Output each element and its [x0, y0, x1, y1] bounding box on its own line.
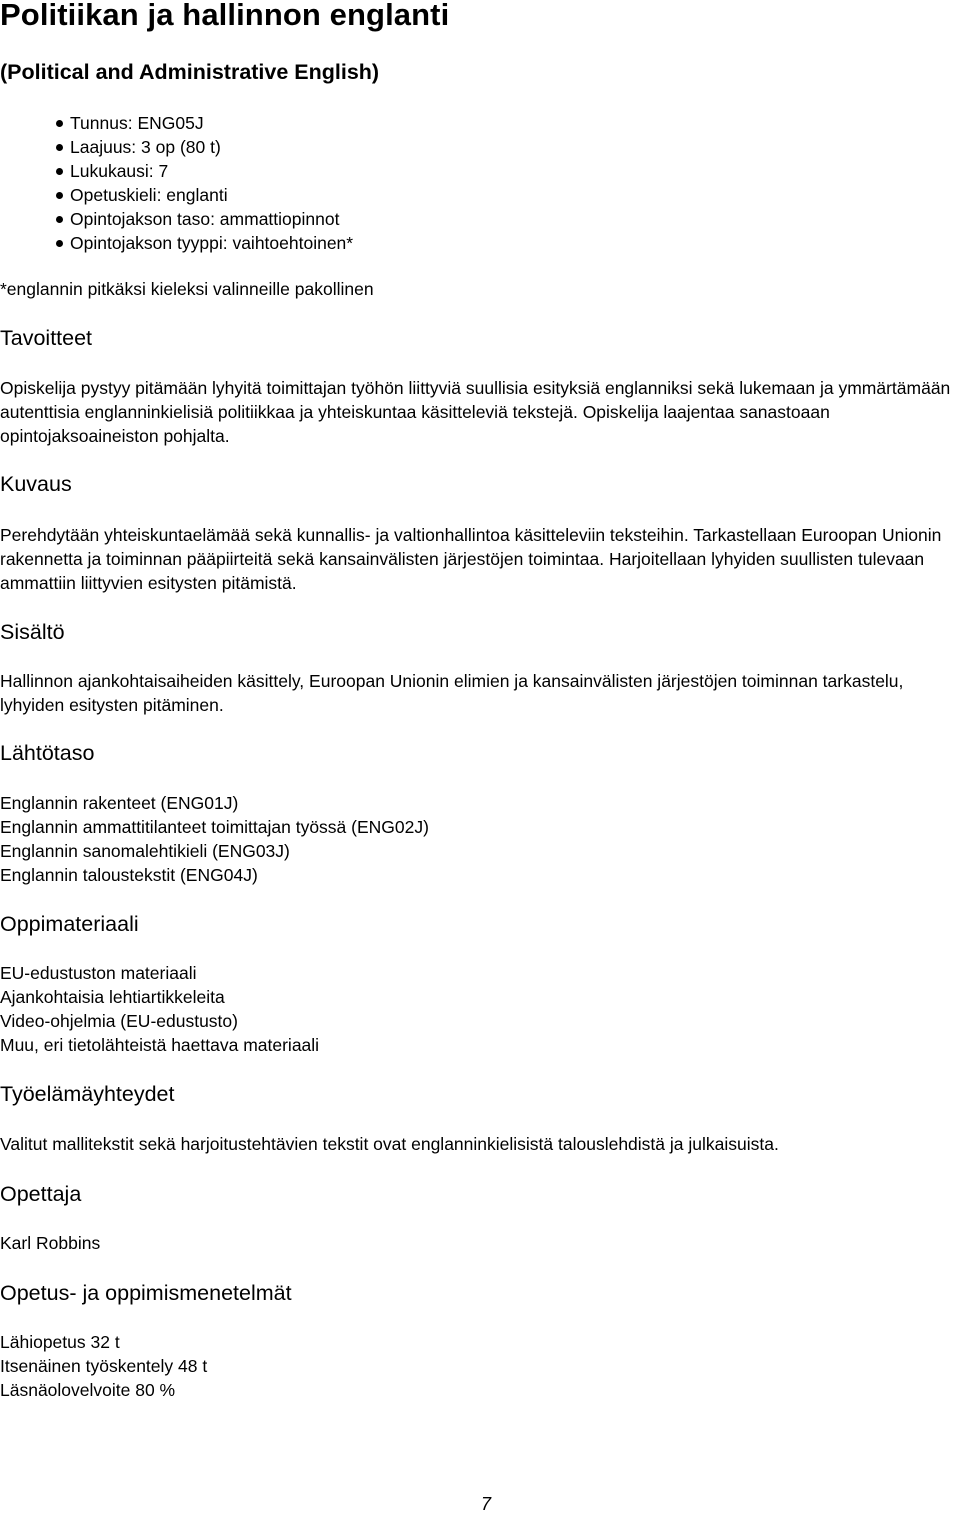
material-item: Ajankohtaisia lehtiartikkeleita	[0, 987, 225, 1007]
fact-level: Opintojakson taso: ammattiopinnot	[56, 207, 353, 231]
fact-code: Tunnus: ENG05J	[56, 111, 353, 135]
method-item: Lähiopetus 32 t	[0, 1332, 120, 1352]
section-heading-tavoitteet: Tavoitteet	[0, 326, 93, 350]
section-heading-lahtotaso: Lähtötaso	[0, 741, 95, 765]
prerequisite-item: Englannin rakenteet (ENG01J)	[0, 793, 239, 813]
material-item: EU-edustuston materiaali	[0, 963, 197, 983]
fact-type: Opintojakson tyyppi: vaihtoehtoinen*	[56, 231, 353, 255]
material-item: Muu, eri tietolähteistä haettava materiaali	[0, 1035, 320, 1055]
prerequisite-item: Englannin ammattitilanteet toimittajan työssä (ENG02J)	[0, 817, 429, 837]
prerequisite-item: Englannin sanomalehtikieli (ENG03J)	[0, 841, 290, 861]
methods-list	[0, 1330, 958, 1402]
section-heading-oppimateriaali: Oppimateriaali	[0, 912, 139, 936]
fact-credits: Laajuus: 3 op (80 t)	[56, 135, 353, 159]
page-subtitle: (Political and Administrative English)	[0, 60, 380, 84]
teacher-name: Karl Robbins	[0, 1233, 101, 1253]
section-heading-kuvaus: Kuvaus	[0, 472, 72, 496]
page-number: 7	[481, 1494, 492, 1514]
section-text-kuvaus: Perehdytään yhteiskuntaelämää sekä kunnallis- ja valtionhallintoa käsitteleviin teksteihin. Tarkastellaan Euroopan Unionin rakennetta ja toiminnan pääpiirteitä sekä kansainvälisten järjestöjen toimintaa. Harjoitellaan lyhyiden suullisten tulevaan ammattiin liittyvien esitysten pitämistä.	[0, 525, 942, 593]
section-heading-sisalto: Sisältö	[0, 620, 65, 644]
section-text-tavoitteet: Opiskelija pystyy pitämään lyhyitä toimittajan työhön liittyviä suullisia esityksiä englanniksi sekä lukemaan ja ymmärtämään autenttisia englanninkielisiä politiikkaa ja yhteiskuntaa käsitteleviä tekstejä. Opiskelija laajentaa sanastoaan opintojaksoaineiston pohjalta.	[0, 378, 951, 446]
material-item: Video-ohjelmia (EU-edustusto)	[0, 1011, 238, 1031]
page-title: Politiikan ja hallinnon englanti	[0, 0, 450, 32]
materials-list	[0, 961, 958, 1057]
section-heading-menetelmat: Opetus- ja oppimismenetelmät	[0, 1281, 292, 1305]
course-facts-list	[56, 111, 353, 255]
method-item: Itsenäinen työskentely 48 t	[0, 1356, 208, 1376]
method-item: Läsnäolovelvoite 80 %	[0, 1380, 176, 1400]
section-heading-opettaja: Opettaja	[0, 1182, 82, 1206]
fact-language: Opetuskieli: englanti	[56, 183, 353, 207]
footnote: *englannin pitkäksi kieleksi valinneille pakollinen	[0, 279, 374, 299]
prerequisite-item: Englannin taloustekstit (ENG04J)	[0, 865, 258, 885]
section-text-sisalto: Hallinnon ajankohtaisaiheiden käsittely, Euroopan Unionin elimien ja kansainvälisten järjestöjen toiminnan tarkastelu, lyhyiden esitysten pitäminen.	[0, 671, 904, 715]
section-heading-tyoelamayhteydet: Työelämäyhteydet	[0, 1082, 175, 1106]
prerequisites-list	[0, 791, 958, 887]
fact-semester: Lukukausi: 7	[56, 159, 353, 183]
section-text-tyoelamayhteydet: Valitut mallitekstit sekä harjoitustehtävien tekstit ovat englanninkielisistä talouslehdistä ja julkaisuista.	[0, 1134, 779, 1154]
